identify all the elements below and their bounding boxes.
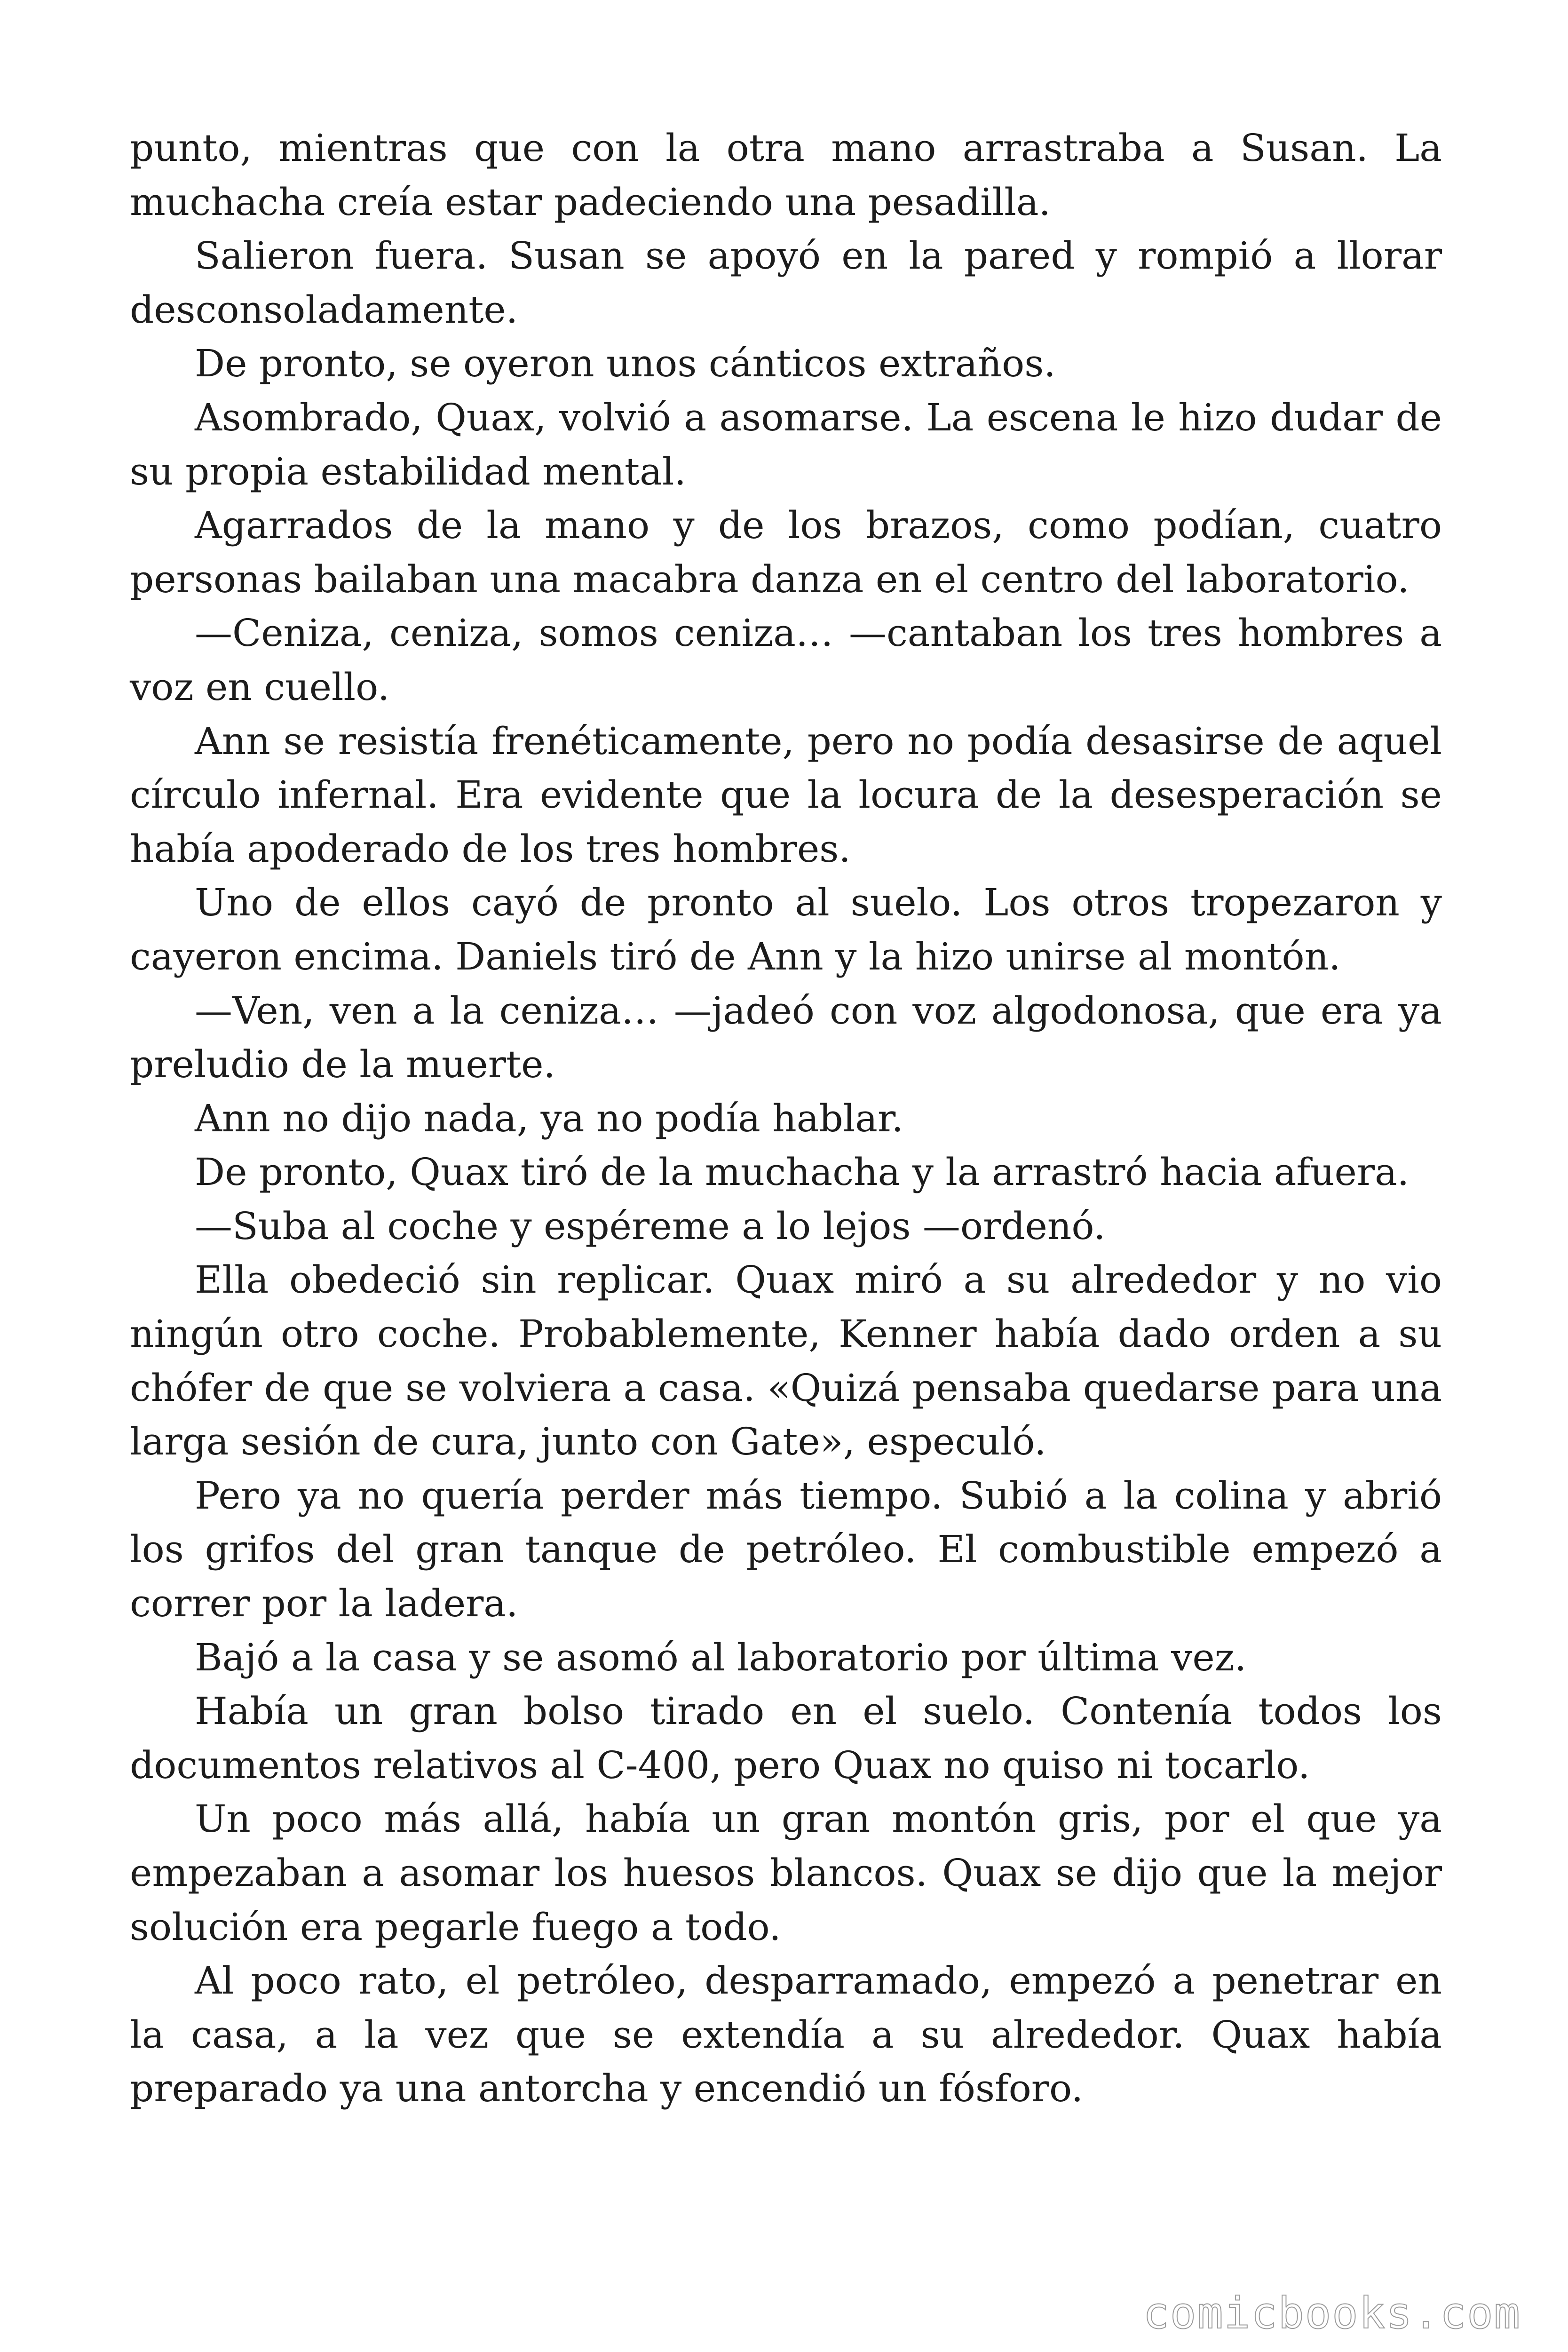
paragraph-16: Había un gran bolso tirado en el suelo. Contenía todos los documentos relativos al C-400, pero Quax no quiso ni tocarlo. (130, 1689, 1442, 1787)
paragraph-4: Asombrado, Quax, volvió a asomarse. La escena le hizo dudar de su propia estabilidad mental. (130, 395, 1442, 493)
paragraph-14: Pero ya no quería perder más tiempo. Subió a la colina y abrió los grifos del gran tanque de petróleo. El combustible empezó a correr por la ladera. (130, 1473, 1442, 1626)
paragraph-10: Ann no dijo nada, ya no podía hablar. (195, 1096, 903, 1140)
body-text (130, 121, 1442, 2116)
paragraph-12: —Suba al coche y espéreme a lo lejos —ordenó. (195, 1204, 1106, 1248)
paragraph-18: Al poco rato, el petróleo, desparramado, empezó a penetrar en la casa, a la vez que se extendía a su alrededor. Quax había preparado ya una antorcha y encendió un fósforo. (130, 1959, 1442, 2111)
paragraph-3: De pronto, se oyeron unos cánticos extraños. (195, 342, 1056, 386)
watermark: comicbooks.com (1143, 2288, 1521, 2338)
paragraph-2: Salieron fuera. Susan se apoyó en la pared y rompió a llorar desconsoladamente. (130, 234, 1442, 332)
paragraph-1: punto, mientras que con la otra mano arrastraba a Susan. La muchacha creía estar padeciendo una pesadilla. (130, 126, 1442, 224)
paragraph-17: Un poco más allá, había un gran montón gris, por el que ya empezaban a asomar los huesos blancos. Quax se dijo que la mejor solución era pegarle fuego a todo. (130, 1797, 1442, 1949)
paragraph-7: Ann se resistía frenéticamente, pero no podía desasirse de aquel círculo infernal. Era evidente que la locura de la desesperación se había apoderado de los tres hombres. (130, 719, 1442, 871)
paragraph-8: Uno de ellos cayó de pronto al suelo. Los otros tropezaron y cayeron encima. Daniels tiró de Ann y la hizo unirse al montón. (130, 881, 1442, 978)
paragraph-5: Agarrados de la mano y de los brazos, como podían, cuatro personas bailaban una macabra danza en el centro del laboratorio. (130, 503, 1442, 601)
paragraph-13: Ella obedeció sin replicar. Quax miró a su alrededor y no vio ningún otro coche. Probablemente, Kenner había dado orden a su chófer de que se volviera a casa. «Quizá pensaba quedarse para una larga sesión de cura, junto con Gate», especuló. (130, 1258, 1442, 1464)
paragraph-11: De pronto, Quax tiró de la muchacha y la arrastró hacia afuera. (195, 1150, 1410, 1194)
paragraph-6: —Ceniza, ceniza, somos ceniza… —cantaban los tres hombres a voz en cuello. (130, 611, 1442, 709)
paragraph-9: —Ven, ven a la ceniza… —jadeó con voz algodonosa, que era ya preludio de la muerte. (130, 988, 1442, 1087)
paragraph-15: Bajó a la casa y se asomó al laboratorio por última vez. (195, 1635, 1247, 1679)
